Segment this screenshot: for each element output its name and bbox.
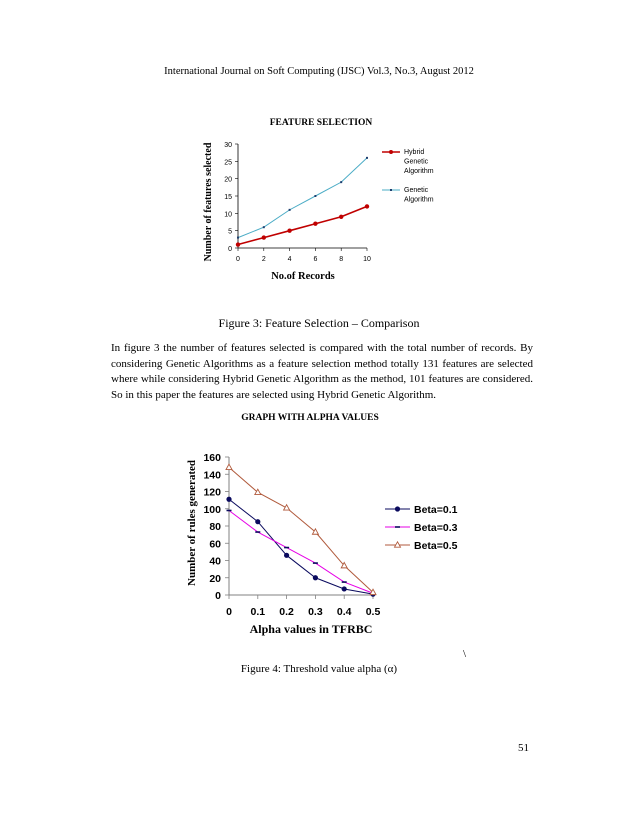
chart2-y-tick-label: 80 (209, 521, 221, 533)
chart1-y-tick-label: 20 (224, 176, 232, 184)
chart1-legend-label: Algorithm (404, 168, 434, 175)
chart1-x-tick-label: 8 (339, 256, 344, 263)
chart1-legend-label: Algorithm (404, 196, 434, 204)
chart2-legend-label: Beta=0.5 (414, 540, 458, 552)
chart1-point (263, 226, 265, 228)
chart2-ylabel: Number of rules generated (186, 460, 198, 586)
chart1-legend-marker (389, 150, 393, 154)
chart1-legend-label: Hybrid (404, 149, 425, 156)
chart2-y-tick-label: 100 (203, 503, 221, 516)
journal-header: International Journal on Soft Computing (IJSC) Vol.3, No.3, August 2012 (164, 66, 474, 77)
chart1-point (313, 222, 317, 226)
chart2-legend-label: Beta=0.3 (414, 522, 458, 534)
chart1-point (289, 209, 291, 211)
chart2-point (226, 497, 231, 502)
chart2-x-tick-label: 0.1 (250, 606, 266, 618)
chart2-series-line-1 (229, 510, 373, 593)
chart1-y-tick-label: 5 (228, 228, 232, 236)
chart2-xlabel: Alpha values in TFRBC (249, 622, 373, 636)
chart2-x-tick-label: 0.2 (279, 606, 294, 618)
chart1-x-tick-label: 6 (313, 256, 318, 263)
chart1-point (366, 157, 368, 159)
chart2-point (255, 519, 260, 524)
chart2-point (342, 586, 347, 591)
chart1-point (339, 215, 343, 219)
chart2-y-tick-label: 120 (203, 486, 221, 499)
chart1-x-tick-label: 0 (236, 256, 240, 263)
feature-selection-chart (0, 0, 638, 310)
chart2-y-tick-label: 40 (209, 555, 221, 568)
chart2-x-tick-label: 0 (226, 606, 232, 618)
chart2-y-tick-label: 140 (203, 469, 221, 482)
chart1-point (236, 242, 240, 246)
chart1-series-line-1 (238, 158, 367, 238)
chart2-y-tick-label: 60 (209, 538, 221, 551)
chart1-y-tick-label: 10 (224, 211, 232, 219)
chart1-title: FEATURE SELECTION (269, 118, 373, 128)
chart2-point (226, 464, 232, 469)
chart2-legend-marker (395, 506, 400, 511)
chart1-point (287, 228, 291, 232)
chart2-point (313, 575, 318, 580)
page-number: 51 (518, 742, 529, 754)
chart2-point (284, 505, 290, 510)
chart2-legend-label: Beta=0.1 (414, 504, 458, 516)
chart2-x-tick-label: 0.3 (308, 606, 323, 618)
chart1-point (237, 237, 239, 239)
chart1-y-tick-label: 15 (224, 194, 232, 201)
body-paragraph: In figure 3 the number of features selected is compared with the total number of records. By considering Genetic Algorithms as a feature selection method totally 131 features are selected where while considering Hybrid Genetic Algorithm as the method, 101 features are considered. So in this paper the features are selected using Hybrid Genetic Algorithm. (111, 342, 533, 401)
figure4-caption: Figure 4: Threshold value alpha (α) (240, 663, 398, 675)
chart1-x-tick-label: 4 (287, 256, 292, 263)
chart1-legend-marker (390, 189, 392, 191)
chart1-legend-label: Genetic (404, 158, 429, 166)
chart1-point (314, 195, 316, 197)
chart2-y-tick-label: 160 (203, 452, 221, 464)
chart1-x-tick-label: 2 (261, 256, 266, 263)
chart1-xlabel: No.of Records (271, 271, 335, 282)
chart1-point (365, 204, 369, 208)
stray-backslash: \ (463, 648, 467, 660)
chart1-point (340, 181, 342, 183)
figure3-caption: Figure 3: Feature Selection – Comparison (218, 316, 420, 330)
chart1-series-line-0 (238, 206, 367, 244)
chart1-y-tick-label: 0 (228, 246, 232, 253)
chart1-ylabel: Number of features selected (203, 142, 214, 262)
chart2-series-line-0 (229, 499, 373, 594)
chart2-x-tick-label: 0.5 (365, 606, 381, 618)
chart2-x-tick-label: 0.4 (336, 606, 352, 618)
chart1-y-tick-label: 30 (224, 142, 232, 149)
chart1-x-tick-label: 10 (363, 256, 371, 263)
alpha-values-chart (0, 400, 638, 650)
chart2-y-tick-label: 0 (215, 590, 221, 602)
chart1-point (262, 235, 266, 239)
chart2-title: GRAPH WITH ALPHA VALUES (241, 413, 379, 423)
chart2-point (284, 553, 289, 558)
chart2-y-tick-label: 20 (209, 572, 221, 585)
chart2-series-line-2 (229, 467, 373, 592)
chart1-y-tick-label: 25 (224, 159, 232, 167)
chart1-legend-label: Genetic (404, 187, 429, 194)
